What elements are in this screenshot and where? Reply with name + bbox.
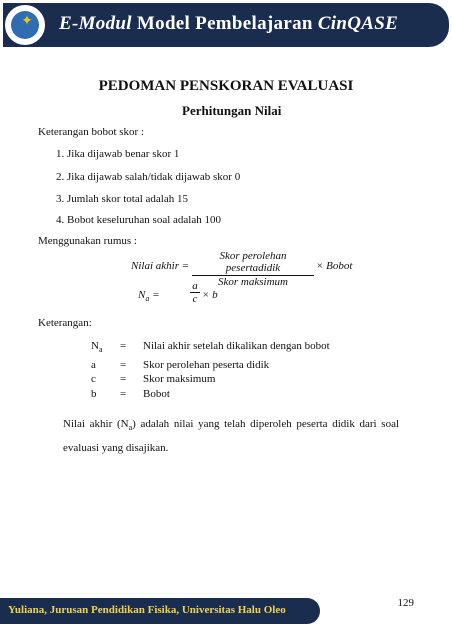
formula-intro: Menggunakan rumus : — [38, 235, 137, 247]
logo-star-icon: ✦ — [21, 14, 33, 29]
definition-equals: = — [120, 340, 127, 352]
header-title — [59, 13, 398, 35]
intro-text: Keterangan bobot skor : — [38, 126, 144, 138]
formula1-fraction — [192, 250, 314, 288]
definition-desc: Nilai akhir setelah dikalikan dengan bobot — [143, 340, 330, 352]
formula2-tail: × b — [202, 289, 218, 301]
definition-equals: = — [120, 373, 127, 386]
header-title-part-1: E-Modul — [59, 13, 132, 34]
footer-text: Yuliana, Jurusan Pendidikan Fisika, Universitas Halu Oleo — [8, 604, 286, 616]
section-subtitle: Perhitungan Nilai — [182, 103, 282, 118]
list-item-3: 3. Jumlah skor total adalah 15 — [56, 193, 188, 205]
header-title-part-3: CinQASE — [317, 13, 399, 34]
closing-line-2: evaluasi yang disajikan. — [63, 442, 169, 455]
definition-desc: Bobot — [143, 387, 170, 400]
closing-paragraph — [63, 414, 399, 459]
tut-wuri-handayani-logo — [3, 3, 47, 47]
page-number: 129 — [397, 597, 414, 609]
formula1-numerator: Skor perolehan pesertadidik — [192, 250, 314, 276]
list-item-2: 2. Jika dijawab salah/tidak dijawab skor 0 — [56, 171, 241, 183]
formula2-equals: = — [149, 289, 160, 301]
header-title-part-2: Model Pembelajaran — [136, 13, 313, 34]
definition-row — [91, 358, 330, 373]
definition-equals: = — [120, 387, 127, 400]
definition-row — [91, 372, 330, 387]
definition-equals: = — [120, 358, 127, 371]
page-title: PEDOMAN PENSKORAN EVALUASI — [98, 78, 354, 94]
formula1-denominator: Skor maksimum — [218, 276, 288, 288]
page-header — [3, 3, 449, 47]
formula2-lhs — [138, 289, 160, 303]
definition-row — [91, 339, 330, 358]
definitions-list — [91, 339, 330, 401]
formula1-tail: × Bobot — [316, 260, 353, 272]
page-footer — [0, 598, 320, 624]
definition-symbol: c — [91, 373, 96, 386]
formula2-subscript: a — [145, 294, 150, 304]
list-item-4: 4. Bobot keseluruhan soal adalah 100 — [56, 214, 221, 226]
formula2-symbol: N — [138, 289, 146, 301]
formula2-fraction — [190, 280, 200, 305]
closing-line-1: Nilai akhir $(N_a)$ adalah nilai yang telah diperoleh peserta didik dari soal — [63, 418, 400, 433]
definition-desc: Skor maksimum — [143, 373, 216, 386]
formula2-numerator: a — [190, 280, 200, 293]
definition-symbol: $N_a$ — [91, 340, 103, 355]
definition-desc: Skor perolehan peserta didik — [143, 358, 270, 371]
definition-symbol: a — [91, 358, 96, 371]
definition-symbol: b — [91, 387, 97, 400]
formula1-lhs: Nilai akhir = — [131, 260, 190, 272]
keterangan-label: Keterangan: — [38, 317, 92, 329]
formula2-denominator: c — [192, 293, 198, 305]
definition-row — [91, 387, 330, 402]
list-item-1: 1. Jika dijawab benar skor 1 — [56, 148, 180, 160]
